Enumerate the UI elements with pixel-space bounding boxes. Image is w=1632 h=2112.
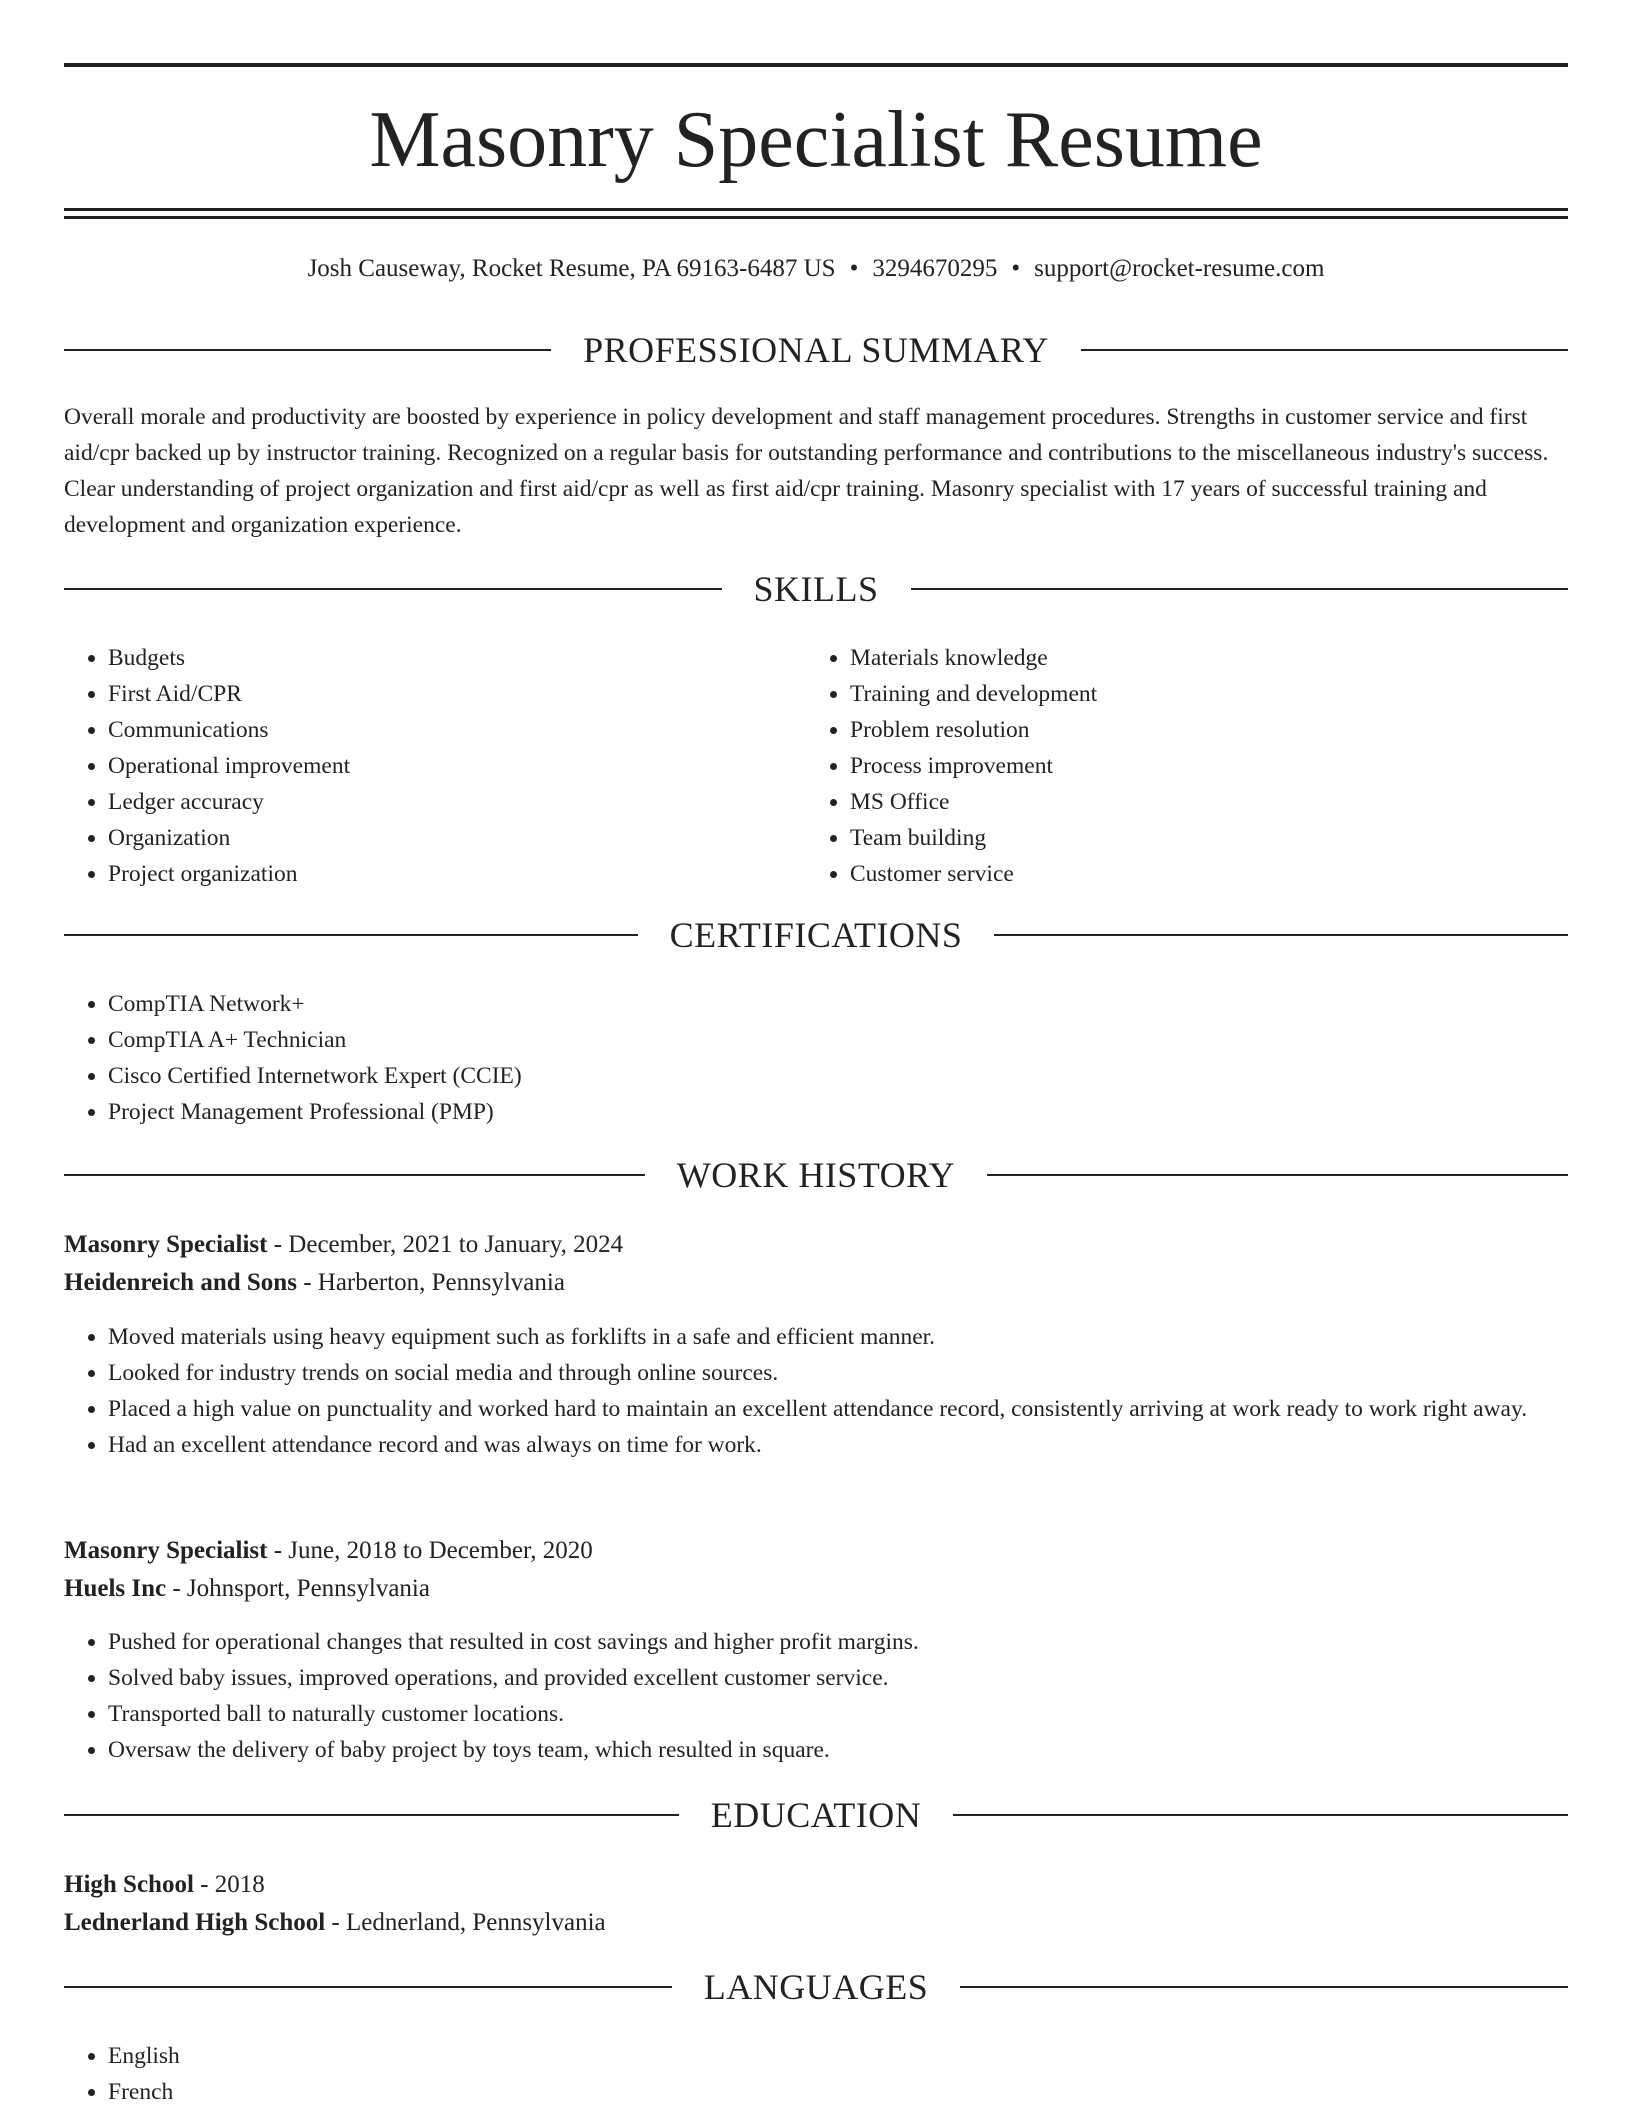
section-heading-certifications: [64, 913, 1568, 957]
section-heading-languages: [64, 1965, 1568, 2009]
contact-email: support@rocket-resume.com: [1034, 255, 1325, 282]
job-duty: • Moved materials using heavy equipment such as forklifts in a safe and efficient manner.: [108, 1319, 1568, 1355]
title-rule-upper: [64, 208, 1568, 211]
education-year: - 2018: [193, 1871, 265, 1898]
heading-rule: [64, 1986, 672, 1988]
certification-item: • CompTIA Network+: [108, 986, 1568, 1022]
job-company: Heidenreich and Sons: [64, 1269, 297, 1296]
skills-column-left: [64, 640, 764, 892]
summary-text: Overall morale and productivity are boosted by experience in policy development and staff management procedures. Strengths in customer service and first aid/cpr backed up by instructor training. Recognized on a regular basis for outstanding performance and contributions to the miscellaneous industry's success. Clear understanding of project organization and first aid/cpr as well as first aid/cpr training. Masonry specialist with 17 years of successful training and development and organization experience.: [64, 404, 1549, 538]
heading-rule: [64, 1814, 679, 1816]
education-entry: [64, 1866, 1568, 1942]
job-location: - Johnsport, Pennsylvania: [166, 1575, 430, 1602]
job-duty: • Solved baby issues, improved operations, and provided excellent customer service.: [108, 1660, 1568, 1696]
job-title: Masonry Specialist: [64, 1231, 268, 1258]
certification-item: • Project Management Professional (PMP): [108, 1094, 1568, 1130]
skill-item: • Ledger accuracy: [108, 784, 764, 820]
language-item: • French: [108, 2074, 1568, 2110]
skill-item: • Materials knowledge: [850, 640, 1506, 676]
heading-rule: [64, 1174, 645, 1176]
education-school: Lednerland High School: [64, 1909, 326, 1936]
heading-rule: [994, 934, 1568, 936]
job-duty: • Transported ball to naturally customer locations.: [108, 1696, 1568, 1732]
heading-rule: [960, 1986, 1568, 1988]
job-duty: • Looked for industry trends on social media and through online sources.: [108, 1355, 1568, 1391]
skills-column-right: [806, 640, 1506, 892]
skill-item: • Operational improvement: [108, 748, 764, 784]
skill-item: • Training and development: [850, 676, 1506, 712]
heading-rule: [1081, 349, 1568, 351]
job-duty: • Placed a high value on punctuality and worked hard to maintain an excellent attendance record, consistently arriving at work ready to work right away.: [108, 1391, 1568, 1427]
section-heading-summary: [64, 328, 1568, 372]
contact-phone: 3294670295: [872, 255, 998, 282]
heading-rule: [987, 1174, 1568, 1176]
section-title: WORK HISTORY: [676, 1155, 956, 1195]
contact-separator: •: [849, 255, 859, 282]
skill-item: • Team building: [850, 820, 1506, 856]
job-location: - Harberton, Pennsylvania: [296, 1269, 565, 1296]
heading-rule: [953, 1814, 1568, 1816]
contact-info: [64, 252, 1568, 286]
job-duties-list: [64, 1624, 1568, 1768]
section-title: EDUCATION: [710, 1795, 922, 1835]
language-item: • English: [108, 2038, 1568, 2074]
top-rule: [64, 63, 1568, 67]
title-rule-lower: [64, 216, 1568, 219]
education-location: - Lednerland, Pennsylvania: [325, 1909, 606, 1936]
skill-item: • Customer service: [850, 856, 1506, 892]
skill-item: • Problem resolution: [850, 712, 1506, 748]
job-company: Huels Inc: [64, 1575, 167, 1602]
job-title: Masonry Specialist: [64, 1537, 268, 1564]
certification-item: • CompTIA A+ Technician: [108, 1022, 1568, 1058]
skill-item: • Organization: [108, 820, 764, 856]
heading-rule: [64, 934, 638, 936]
certifications-list: [64, 986, 1568, 1130]
languages-list: [64, 2038, 1568, 2110]
skill-item: • First Aid/CPR: [108, 676, 764, 712]
education-degree: High School: [64, 1871, 194, 1898]
section-heading-skills: [64, 567, 1568, 611]
section-title: CERTIFICATIONS: [669, 915, 963, 955]
skill-item: • Project organization: [108, 856, 764, 892]
job-entry-header: [64, 1226, 1568, 1302]
section-title: PROFESSIONAL SUMMARY: [583, 330, 1049, 370]
skill-item: • Budgets: [108, 640, 764, 676]
skill-item: • Communications: [108, 712, 764, 748]
job-duty: • Pushed for operational changes that resulted in cost savings and higher profit margins.: [108, 1624, 1568, 1660]
contact-address: Josh Causeway, Rocket Resume, PA 69163-6487 US: [307, 255, 836, 282]
job-entry-header: [64, 1532, 1568, 1608]
certification-item: • Cisco Certified Internetwork Expert (CCIE): [108, 1058, 1568, 1094]
heading-rule: [911, 588, 1569, 590]
job-dates: - December, 2021 to January, 2024: [267, 1231, 624, 1258]
job-dates: - June, 2018 to December, 2020: [267, 1537, 593, 1564]
skill-item: • Process improvement: [850, 748, 1506, 784]
heading-rule: [64, 349, 551, 351]
job-duty: • Oversaw the delivery of baby project by toys team, which resulted in square.: [108, 1732, 1568, 1768]
skill-item: • MS Office: [850, 784, 1506, 820]
heading-rule: [64, 588, 722, 590]
section-title: SKILLS: [753, 569, 879, 609]
job-duties-list: [64, 1319, 1568, 1463]
page-title: Masonry Specialist Resume: [369, 96, 1263, 184]
section-heading-work: [64, 1153, 1568, 1197]
job-duty: • Had an excellent attendance record and was always on time for work.: [108, 1427, 1568, 1463]
contact-separator: •: [1011, 255, 1021, 282]
section-heading-education: [64, 1793, 1568, 1837]
section-title: LANGUAGES: [703, 1967, 929, 2007]
